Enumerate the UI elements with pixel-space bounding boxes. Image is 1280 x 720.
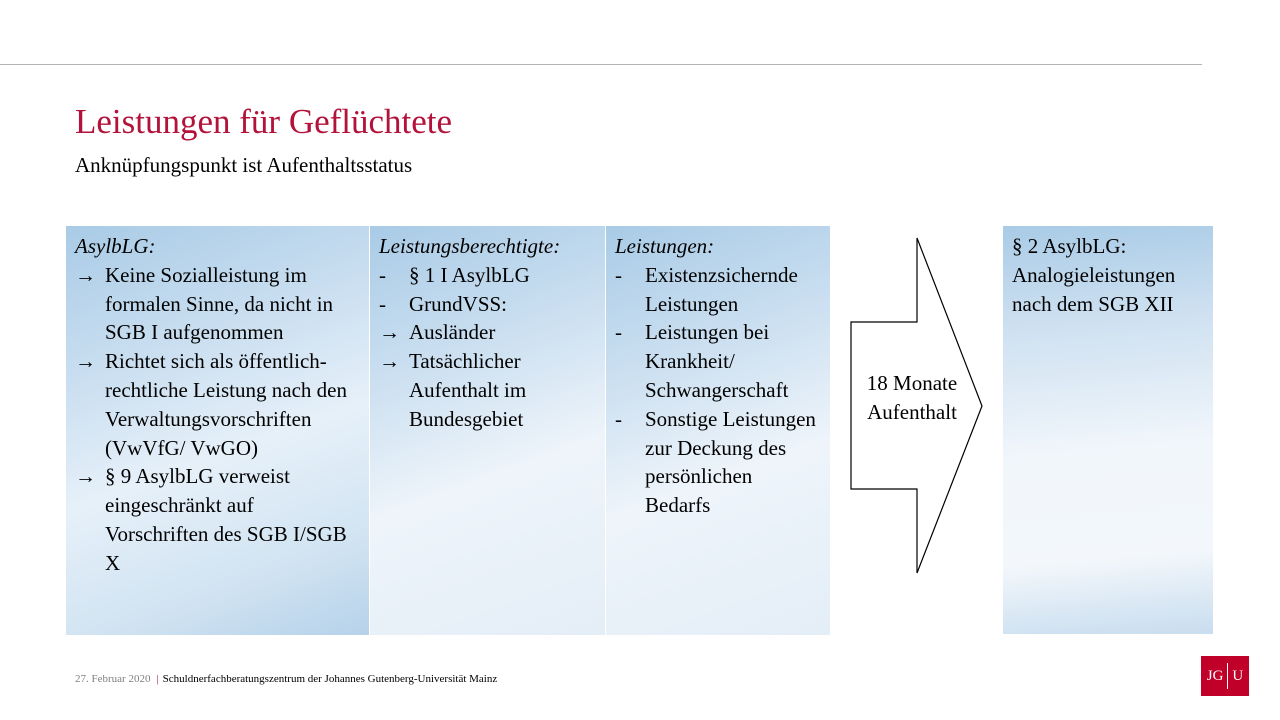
list-item bbox=[615, 405, 822, 520]
list-item bbox=[379, 347, 597, 433]
dash-bullet: - bbox=[615, 406, 622, 431]
arrow-label-line2: Aufenthalt bbox=[867, 399, 957, 424]
footer-date: 27. Februar 2020 bbox=[75, 673, 151, 685]
list-item bbox=[75, 347, 361, 462]
list-item-text: Sonstige Leistungen zur Deckung des persönlichen Bedarfs bbox=[645, 406, 816, 518]
list-item bbox=[379, 290, 597, 319]
list-item bbox=[615, 318, 822, 404]
list-item-text: Leistungen bei Krankheit/ Schwangerschaft bbox=[645, 320, 789, 402]
slide-subtitle: Anknüpfungspunkt ist Aufenthaltsstatus bbox=[75, 153, 413, 177]
arrow-bullet-icon: → bbox=[379, 349, 400, 374]
list-item bbox=[379, 318, 597, 347]
dash-bullet: - bbox=[379, 262, 386, 287]
list-item bbox=[75, 462, 361, 577]
leistungsberechtigte-box bbox=[370, 226, 605, 635]
arrow-bullet-icon: → bbox=[75, 349, 96, 374]
arrow-label bbox=[850, 369, 974, 427]
asylblg-heading: AsylbLG: bbox=[75, 234, 156, 258]
logo-text-right: U bbox=[1232, 667, 1244, 684]
analogie-heading: § 2 AsylbLG: bbox=[1012, 234, 1127, 258]
arrow-bullet-icon: → bbox=[75, 464, 96, 489]
footer-separator: | bbox=[156, 673, 159, 685]
list-item bbox=[75, 261, 361, 347]
dash-bullet: - bbox=[615, 320, 622, 345]
list-item-text: Existenzsichernde Leistungen bbox=[645, 262, 798, 316]
list-item-text: Richtet sich als öffentlich-rechtliche Leistung nach den Verwaltungsvorschriften (VwVfG/ VwGO) bbox=[105, 349, 347, 460]
list-item-text: Keine Sozialleistung im formalen Sinne, da nicht in SGB I aufgenommen bbox=[105, 262, 334, 345]
list-item-text: GrundVSS: bbox=[409, 291, 508, 316]
logo-divider bbox=[1227, 663, 1228, 689]
analogieleistungen-box bbox=[1003, 226, 1213, 634]
list-item bbox=[379, 261, 597, 290]
asylblg-box bbox=[66, 226, 369, 635]
arrow-label-line1: 18 Monate bbox=[866, 371, 958, 395]
arrow-bullet-icon: → bbox=[379, 320, 400, 345]
list-item-text: Tatsächlicher Aufenthalt im Bundesgebiet bbox=[409, 349, 527, 431]
jgu-logo bbox=[1201, 656, 1249, 696]
logo-text-left: JG bbox=[1206, 667, 1224, 684]
footer-organization: Schuldnerfachberatungszentrum der Johannes Gutenberg-Universität Mainz bbox=[162, 673, 498, 685]
arrow-bullet-icon: → bbox=[75, 262, 96, 287]
slide-title: Leistungen für Geflüchtete bbox=[75, 102, 453, 141]
list-item-text: Ausländer bbox=[409, 320, 496, 345]
header-divider bbox=[0, 64, 1202, 65]
leistungen-heading: Leistungen: bbox=[615, 234, 715, 258]
leistungen-box bbox=[606, 226, 830, 635]
list-item bbox=[615, 261, 822, 319]
leistungsberechtigte-heading: Leistungsberechtigte: bbox=[379, 234, 561, 258]
footer bbox=[75, 673, 497, 685]
dash-bullet: - bbox=[379, 291, 386, 316]
list-item-text: § 9 AsylbLG verweist eingeschränkt auf Vorschriften des SGB I/SGB X bbox=[105, 464, 347, 575]
dash-bullet: - bbox=[615, 262, 622, 287]
analogie-text: Analogieleistungen nach dem SGB XII bbox=[1012, 262, 1176, 316]
list-item-text: § 1 I AsylbLG bbox=[409, 262, 530, 287]
